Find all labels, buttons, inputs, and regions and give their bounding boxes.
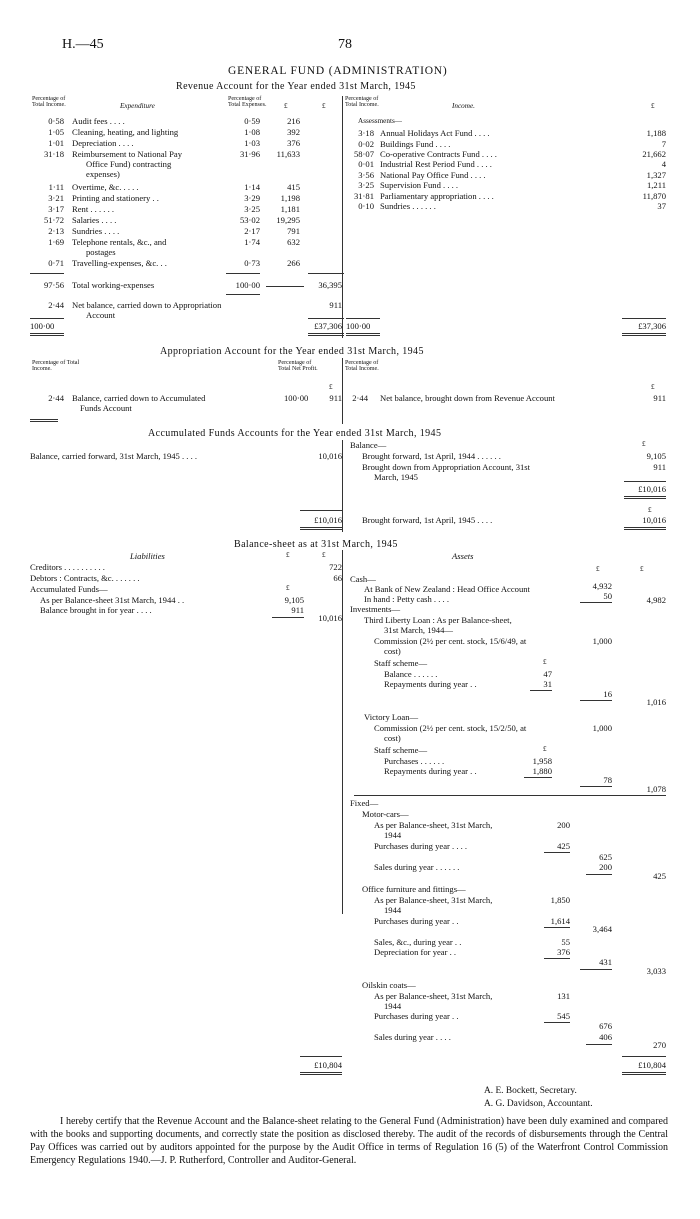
rule (624, 527, 666, 528)
accum-1944-amt: 9,105 (284, 595, 304, 605)
bs-currency-6: £ (543, 658, 547, 666)
motor-cars-label: Motor-cars— (362, 809, 409, 819)
bs-currency-5: £ (286, 584, 290, 592)
expenditure-pct2: 1·74 (244, 237, 260, 247)
assessments-label: Assessments— (358, 117, 402, 125)
brought-forward-1945: Brought forward, 1st April, 1945 . . . . (362, 515, 493, 525)
brought-forward-1944-amt: 9,105 (646, 451, 666, 461)
income-label: Buildings Fund . . . . (380, 139, 451, 149)
expenditure-label-cont: expenses) (86, 169, 120, 179)
oil-bs-label-2: 1944 (384, 1001, 402, 1011)
assets-header: Assets (452, 551, 474, 561)
income-label: Annual Holidays Act Fund . . . . (380, 128, 490, 138)
third-liberty-label-2: 31st March, 1944— (384, 625, 453, 635)
rule (580, 602, 612, 603)
total-working-label: Total working-expenses (72, 280, 155, 290)
debtors-label: Debtors : Contracts, &c. . . . . . . (30, 573, 140, 583)
expenditure-pct2: 1·14 (244, 182, 260, 192)
brought-forward-1945-amt: 10,016 (642, 515, 666, 525)
expenditure-amount: 791 (287, 226, 300, 236)
secretary-signature: A. E. Bockett, Secretary. (484, 1086, 577, 1096)
third-liberty-total: 1,016 (646, 697, 666, 707)
accum-brought-label: Balance brought in for year . . . . (40, 605, 152, 615)
rule (308, 335, 344, 336)
expenditure-pct2: 0·59 (244, 116, 260, 126)
oil-sales-label: Sales during year . . . . (374, 1032, 451, 1042)
rule (266, 286, 304, 287)
income-pct: 3·25 (358, 180, 374, 190)
victory-total: 1,078 (646, 784, 666, 794)
revenue-currency-2: £ (322, 102, 326, 110)
expenditure-label: Depreciation . . . . (72, 138, 134, 148)
staff-balance-amt: 47 (543, 669, 552, 679)
expenditure-pct: 0·58 (48, 116, 64, 126)
accum-brought-amt: 911 (291, 605, 304, 615)
rule (346, 333, 380, 334)
commission-2-amt: 1,000 (592, 723, 612, 733)
accumulated-title: Accumulated Funds Accounts for the Year ended 31st March, 1945 (148, 428, 442, 439)
revenue-right-total-pct: 100·00 (346, 321, 371, 331)
repay-2-label: Repayments during year . . (384, 766, 477, 776)
repay-1-label: Repayments during year . . (384, 679, 477, 689)
accum-funds-label: Accumulated Funds— (30, 584, 108, 594)
page-title: GENERAL FUND (ADMINISTRATION) (228, 65, 448, 77)
expenditure-label: Cleaning, heating, and lighting (72, 127, 179, 137)
staff-balance-label: Balance . . . . . . (384, 669, 438, 679)
income-amount: 1,188 (646, 128, 666, 138)
oil-sales-amt: 406 (599, 1032, 612, 1042)
rule (624, 498, 666, 499)
revenue-left-pct2-header: Percentage of Total Expenses. (228, 96, 267, 109)
cash-total: 4,982 (646, 595, 666, 605)
income-pct: 3·18 (358, 128, 374, 138)
rule (300, 1056, 342, 1057)
total-working-pct2: 100·00 (235, 280, 260, 290)
income-label: Sundries . . . . . . (380, 201, 436, 211)
appropriation-right-pct-header: Percentage of Total Income. (345, 360, 379, 373)
rule (308, 333, 344, 334)
rule (30, 335, 64, 336)
audit-certificate: I hereby certify that the Revenue Account and the Balance-sheet relating to the General Fund (Administration) have been duly examined and compared with the books and supporting documents, and correctly state the position as disclosed thereby. The audit of the records of disbursements through the Central Pay Offices was carried out by auditors appointed for the purpose by the Audit Office in terms of Regulation 16 (5) of the Waterfront Control Commission Emergency Regulations 1940.—J. P. Rutherford, Controller and Auditor-General. (30, 1116, 668, 1166)
revenue-divider (342, 96, 343, 338)
expenditure-label: Travelling-expenses, &c. . . (72, 258, 167, 268)
rule (226, 273, 260, 274)
accumulated-left-amt: 10,016 (318, 451, 342, 461)
creditors-label: Creditors . . . . . . . . . . (30, 562, 105, 572)
third-liberty-label: Third Liberty Loan : As per Balance-sheet, (364, 615, 512, 625)
income-label: Supervision Fund . . . . (380, 180, 459, 190)
cash-bank-label: At Bank of New Zealand : Head Office Account (364, 584, 530, 594)
revenue-expenditure-header: Expenditure (120, 102, 155, 110)
appropriation-left-label: Balance, carried down to Accumulated (72, 393, 206, 403)
income-pct: 31·81 (353, 191, 374, 201)
cash-petty-amt: 50 (603, 591, 612, 601)
liabilities-total: £10,804 (314, 1060, 342, 1070)
rule (308, 318, 344, 319)
expenditure-pct2: 3·25 (244, 204, 260, 214)
investments-label: Investments— (350, 604, 401, 614)
oil-total: 270 (653, 1040, 666, 1050)
expenditure-pct2: 1·08 (244, 127, 260, 137)
income-amount: 7 (661, 139, 666, 149)
expenditure-amount: 376 (287, 138, 300, 148)
rule (622, 335, 666, 336)
office-total: 3,033 (646, 966, 666, 976)
office-purchases-label: Purchases during year . . (374, 916, 459, 926)
appropriation-left-label-2: Funds Account (80, 403, 132, 413)
expenditure-pct2: 31·96 (239, 149, 260, 159)
office-sales-label: Sales, &c., during year . . (374, 937, 462, 947)
expenditure-pct2: 3·29 (244, 193, 260, 203)
motor-sales-amt: 200 (599, 862, 612, 872)
income-amount: 1,211 (646, 180, 666, 190)
rule (354, 795, 666, 796)
expenditure-label-cont: postages (86, 247, 116, 257)
expenditure-label: Audit fees . . . . (72, 116, 125, 126)
accumulated-left-total: £10,016 (314, 515, 342, 525)
income-pct: 0·02 (358, 139, 374, 149)
rule (586, 1044, 612, 1045)
liabilities-header: Liabilities (130, 551, 165, 561)
expenditure-amount: 1,181 (280, 204, 300, 214)
rule (622, 333, 666, 334)
oil-subtotal: 676 (599, 1021, 612, 1031)
rule (300, 1074, 342, 1075)
expenditure-amount: 216 (287, 116, 300, 126)
cash-petty-label: In hand : Petty cash . . . . (364, 594, 449, 604)
rule (580, 786, 612, 787)
rule (300, 510, 342, 511)
staff-1-net: 16 (603, 689, 612, 699)
accumulated-currency: £ (642, 440, 646, 448)
accum-total: 10,016 (318, 613, 342, 623)
repay-1-amt: 31 (543, 679, 552, 689)
balance-sheet-divider (342, 550, 343, 914)
net-balance-label: Net balance, carried down to Appropriation (72, 300, 222, 310)
brought-down-2: March, 1945 (374, 472, 418, 482)
staff-scheme-1: Staff scheme— (374, 658, 428, 668)
rule (586, 874, 612, 875)
victory-loan-label: Victory Loan— (364, 712, 419, 722)
rule (622, 1072, 666, 1073)
expenditure-label: Salaries . . . . (72, 215, 117, 225)
revenue-currency-1: £ (284, 102, 288, 110)
bs-currency-7: £ (543, 745, 547, 753)
commission-1-amt: 1,000 (592, 636, 612, 646)
revenue-left-total-pct: 100·00 (30, 321, 55, 331)
page-number: 78 (338, 37, 352, 52)
motor-bs-label: As per Balance-sheet, 31st March, (374, 820, 493, 830)
expenditure-pct: 3·21 (48, 193, 64, 203)
oilskin-label: Oilskin coats— (362, 980, 416, 990)
rule (622, 1074, 666, 1075)
oil-purchases-amt: 545 (557, 1011, 570, 1021)
rule (624, 529, 666, 530)
brought-forward-1944: Brought forward, 1st April, 1944 . . . . . . (362, 451, 501, 461)
appropriation-right-pct: 2·44 (352, 393, 368, 403)
expenditure-amount: 392 (287, 127, 300, 137)
income-pct: 58·07 (353, 149, 374, 159)
rule (544, 927, 570, 928)
accumulated-right-total: £10,016 (638, 484, 666, 494)
rule (300, 1072, 342, 1073)
cash-label: Cash— (350, 574, 376, 584)
expenditure-pct: 3·17 (48, 204, 64, 214)
office-furniture-label: Office furniture and fittings— (362, 884, 466, 894)
oil-purchases-label: Purchases during year . . (374, 1011, 459, 1021)
revenue-title: Revenue Account for the Year ended 31st March, 1945 (176, 81, 416, 92)
appropriation-currency-2: £ (651, 383, 655, 391)
expenditure-amount: 632 (287, 237, 300, 247)
revenue-left-pct-header: Percentage of Total Income. (32, 96, 66, 109)
income-label: National Pay Office Fund . . . . (380, 170, 486, 180)
expenditure-pct: 31·18 (43, 149, 64, 159)
accum-1944-label: As per Balance-sheet 31st March, 1944 . . (40, 595, 185, 605)
rule (544, 958, 570, 959)
net-balance-pct: 2·44 (48, 300, 64, 310)
brought-down-amt: 911 (653, 462, 666, 472)
appropriation-mid-pct-header: Percentage of Total Net Profit. (278, 360, 318, 373)
oil-bs-label: As per Balance-sheet, 31st March, (374, 991, 493, 1001)
balance-sheet-title: Balance-sheet as at 31st March, 1945 (234, 539, 398, 550)
rule (544, 852, 570, 853)
expenditure-amount: 266 (287, 258, 300, 268)
income-label: Parliamentary appropriation . . . . (380, 191, 494, 201)
expenditure-label: Printing and stationery . . (72, 193, 159, 203)
revenue-right-total-amt: £37,306 (638, 321, 666, 331)
rule (30, 419, 58, 420)
accumulated-currency-2: £ (648, 506, 652, 514)
motor-purchases-label: Purchases during year . . . . (374, 841, 468, 851)
assets-total: £10,804 (638, 1060, 666, 1070)
net-balance-amt: 911 (329, 300, 342, 310)
revenue-income-header: Income. (452, 102, 475, 110)
rule (580, 969, 612, 970)
office-purchases-amt: 1,614 (550, 916, 570, 926)
motor-total: 425 (653, 871, 666, 881)
total-working-pct: 97·56 (43, 280, 64, 290)
income-label: Industrial Rest Period Fund . . . . (380, 159, 492, 169)
bs-currency-3: £ (596, 565, 600, 573)
income-amount: 11,870 (642, 191, 666, 201)
bs-currency-1: £ (286, 551, 290, 559)
expenditure-pct: 51·72 (43, 215, 64, 225)
rule (524, 777, 552, 778)
appropriation-title: Appropriation Account for the Year ended 31st March, 1945 (160, 346, 424, 357)
brought-down: Brought down from Appropriation Account, 31st (362, 462, 531, 472)
motor-subtotal: 625 (599, 852, 612, 862)
office-dep-label: Depreciation for year . . (374, 947, 457, 957)
appropriation-left-amt: 911 (329, 393, 342, 403)
rule (624, 496, 666, 497)
rule (624, 481, 666, 482)
income-amount: 21,662 (642, 149, 666, 159)
rule (30, 421, 58, 422)
motor-purchases-amt: 425 (557, 841, 570, 851)
income-amount: 37 (657, 201, 666, 211)
rule (30, 318, 64, 319)
rule (544, 1022, 570, 1023)
motor-bs-amt: 200 (557, 820, 570, 830)
rule (622, 1056, 666, 1057)
oil-bs-amt: 131 (557, 991, 570, 1001)
income-pct: 0·01 (358, 159, 374, 169)
appropriation-left-pct2: 100·00 (284, 393, 309, 403)
fixed-label: Fixed— (350, 798, 379, 808)
page-code: H.—45 (62, 37, 104, 52)
bs-currency-4: £ (640, 565, 644, 573)
office-bs-amt: 1,850 (550, 895, 570, 905)
expenditure-label: Reimbursement to National Pay (72, 149, 183, 159)
appropriation-divider (342, 358, 343, 424)
appropriation-currency-1: £ (329, 383, 333, 391)
rule (622, 318, 666, 319)
income-label: Co-operative Contracts Fund . . . . (380, 149, 497, 159)
income-amount: 4 (661, 159, 666, 169)
accumulated-balance-label: Balance— (350, 440, 387, 450)
expenditure-label: Sundries . . . . (72, 226, 120, 236)
office-bs-label: As per Balance-sheet, 31st March, (374, 895, 493, 905)
staff-2-net: 78 (603, 775, 612, 785)
revenue-left-total-amt: £37,306 (314, 321, 342, 331)
expenditure-amount: 1,198 (280, 193, 300, 203)
rule (226, 294, 260, 295)
expenditure-pct: 1·11 (48, 182, 64, 192)
rule (530, 690, 552, 691)
appropriation-right-label: Net balance, brought down from Revenue Account (380, 393, 555, 403)
expenditure-pct: 1·69 (48, 237, 64, 247)
repay-2-amt: 1,880 (532, 766, 552, 776)
cash-bank-amt: 4,932 (592, 581, 612, 591)
commission-1-label-2: cost) (384, 646, 401, 656)
expenditure-label: Telephone rentals, &c., and (72, 237, 167, 247)
revenue-right-pct-header: Percentage of Total Income. (345, 96, 379, 109)
bs-currency-2: £ (322, 551, 326, 559)
expenditure-pct2: 1·03 (244, 138, 260, 148)
revenue-currency-3: £ (651, 102, 655, 110)
rule (300, 529, 342, 530)
expenditure-pct2: 0·73 (244, 258, 260, 268)
expenditure-amount: 11,633 (276, 149, 300, 159)
creditors-amt: 722 (329, 562, 342, 572)
motor-sales-label: Sales during year . . . . . . (374, 862, 460, 872)
motor-bs-label-2: 1944 (384, 830, 402, 840)
income-pct: 0·10 (358, 201, 374, 211)
commission-2-label-2: cost) (384, 733, 401, 743)
office-sales-amt: 55 (561, 937, 570, 947)
net-balance-label-2: Account (86, 310, 116, 320)
rule (300, 527, 342, 528)
commission-1-label: Commission (2½ per cent. stock, 15/6/49, at (374, 636, 527, 646)
purchases-label: Purchases . . . . . . (384, 756, 445, 766)
commission-2-label: Commission (2½ per cent. stock, 15/2/50, at (374, 723, 527, 733)
rule (30, 333, 64, 334)
office-bs-label-2: 1944 (384, 905, 402, 915)
expenditure-label: Rent . . . . . . (72, 204, 115, 214)
expenditure-amount: 19,295 (276, 215, 300, 225)
appropriation-right-amt: 911 (653, 393, 666, 403)
expenditure-label-cont: Office Fund) contracting (86, 159, 172, 169)
expenditure-label: Overtime, &c. . . . . (72, 182, 139, 192)
rule (580, 700, 612, 701)
rule (272, 617, 304, 618)
rule (308, 273, 344, 274)
total-working-amt: 36,395 (318, 280, 342, 290)
rule (346, 318, 380, 319)
expenditure-pct2: 53·02 (239, 215, 260, 225)
expenditure-amount: 415 (287, 182, 300, 192)
accumulated-divider (342, 440, 343, 532)
office-dep-amt: 376 (557, 947, 570, 957)
rule (346, 335, 380, 336)
expenditure-pct2: 2·17 (244, 226, 260, 236)
rule (30, 273, 64, 274)
accountant-signature: A. G. Davidson, Accountant. (484, 1099, 593, 1109)
debtors-amt: 66 (333, 573, 342, 583)
expenditure-pct: 2·13 (48, 226, 64, 236)
accumulated-left-label: Balance, carried forward, 31st March, 1945 . . . . (30, 451, 198, 461)
income-amount: 1,327 (646, 170, 666, 180)
income-pct: 3·56 (358, 170, 374, 180)
expenditure-pct: 1·05 (48, 127, 64, 137)
staff-scheme-2: Staff scheme— (374, 745, 428, 755)
purchases-amt: 1,958 (532, 756, 552, 766)
appropriation-left-pct: 2·44 (48, 393, 64, 403)
expenditure-pct: 0·71 (48, 258, 64, 268)
appropriation-left-pct-header: Percentage of Total Income. (32, 360, 80, 373)
office-deductions: 431 (599, 957, 612, 967)
office-subtotal: 3,464 (592, 924, 612, 934)
expenditure-pct: 1·01 (48, 138, 64, 148)
